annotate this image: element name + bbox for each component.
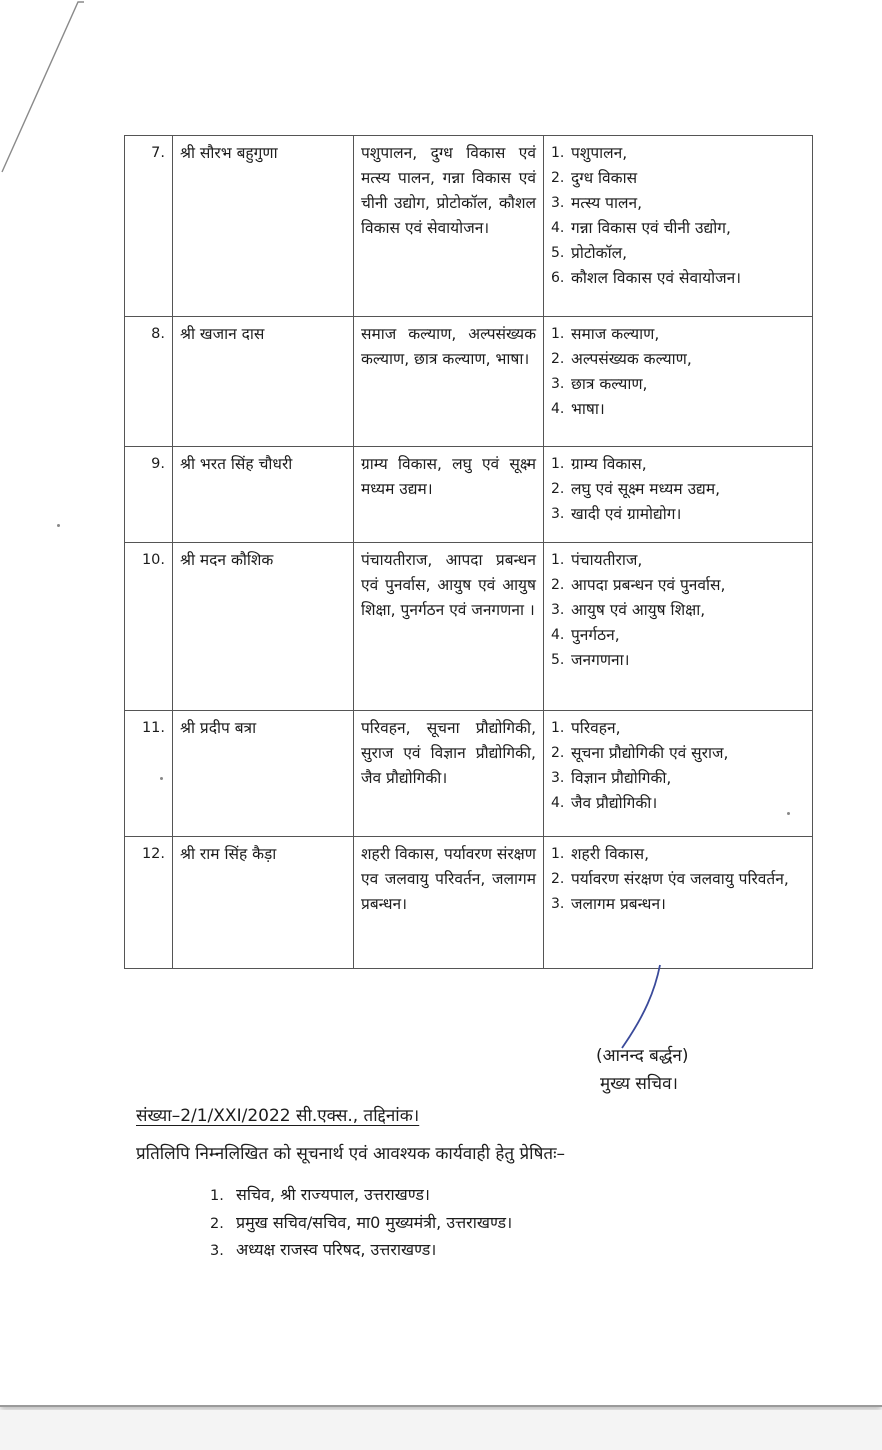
department-summary: परिवहन, सूचना प्रौद्योगिकी, सुराज एवं विज्ञान प्रौद्योगिकी, जैव प्रौद्योगिकी। [354,711,544,837]
department-item-number: 2. [551,481,565,497]
department-list [551,141,805,291]
department-item [551,623,805,648]
department-item [551,241,805,266]
department-item-text: समाज कल्याण, [571,325,660,343]
department-item-text: दुग्ध विकास [571,169,638,187]
department-list [551,322,805,422]
department-item-text: जनगणना। [571,651,630,669]
row-number: 12. [125,837,173,969]
department-list [551,548,805,673]
minister-row [125,447,813,543]
row-number: 10. [125,543,173,711]
department-item [551,867,805,892]
department-item-text: खादी एवं ग्रामोद्योग। [571,505,682,523]
minister-name: श्री मदन कौशिक [173,543,354,711]
department-item-text: अल्पसंख्यक कल्याण, [571,350,692,368]
scan-speck [160,777,163,780]
department-item-text: आयुष एवं आयुष शिक्षा, [571,601,706,619]
department-item [551,716,805,741]
minister-name: श्री भरत सिंह चौधरी [173,447,354,543]
department-item-text: शहरी विकास, [571,845,650,863]
department-item-number: 3. [551,506,565,522]
department-item-text: विज्ञान प्रौद्योगिकी, [571,769,672,787]
department-summary: पशुपालन, दुग्ध विकास एवं मत्स्य पालन, गन्ना विकास एवं चीनी उद्योग, प्रोटोकॉल, कौशल विकास एवं सेवायोजन। [354,136,544,317]
department-item-number: 3. [551,602,565,618]
department-item-number: 1. [551,720,565,736]
department-item [551,397,805,422]
department-item-text: पशुपालन, [571,144,628,162]
department-item-number: 4. [551,401,565,417]
department-item-number: 1. [551,846,565,862]
department-list [551,716,805,816]
department-item-text: गन्ना विकास एवं चीनी उद्योग, [571,219,731,237]
department-item-text: परिवहन, [571,719,621,737]
row-number: 9. [125,447,173,543]
department-item-number: 4. [551,220,565,236]
department-item-number: 4. [551,795,565,811]
row-number: 8. [125,317,173,447]
department-item [551,598,805,623]
department-item [551,141,805,166]
signatory-name: (आनन्द बर्द्धन) [596,1046,689,1066]
department-item [551,452,805,477]
department-item-text: पंचायतीराज, [571,551,643,569]
recipient-list [210,1182,512,1265]
recipient-item: 1. सचिव, श्री राज्यपाल, उत्तराखण्ड। [210,1185,430,1204]
department-item [551,347,805,372]
department-item-text: आपदा प्रबन्धन एवं पुनर्वास, [571,576,726,594]
minister-row [125,837,813,969]
department-item-number: 3. [551,376,565,392]
department-item-number: 3. [551,896,565,912]
department-item [551,322,805,347]
department-item [551,266,805,291]
department-item-text: जैव प्रौद्योगिकी। [571,794,658,812]
minister-row [125,711,813,837]
department-item [551,842,805,867]
department-item-text: सूचना प्रौद्योगिकी एवं सुराज, [571,744,729,762]
department-list-cell [544,317,813,447]
department-item-number: 3. [551,770,565,786]
department-item-text: लघु एवं सूक्ष्म मध्यम उद्यम, [571,480,721,498]
department-item-number: 1. [551,326,565,342]
department-summary: शहरी विकास, पर्यावरण संरक्षण एव जलवायु परिवर्तन, जलागम प्रबन्धन। [354,837,544,969]
department-item [551,502,805,527]
department-item [551,166,805,191]
department-item [551,892,805,917]
minister-name: श्री खजान दास [173,317,354,447]
department-item-number: 2. [551,745,565,761]
copy-forward-text: प्रतिलिपि निम्नलिखित को सूचनार्थ एवं आवश्यक कार्यवाही हेतु प्रेषितः– [136,1144,566,1164]
department-item-number: 1. [551,145,565,161]
department-item-text: पुनर्गठन, [571,626,620,644]
department-summary: ग्राम्य विकास, लघु एवं सूक्ष्म मध्यम उद्यम। [354,447,544,543]
department-item-text: पर्यावरण संरक्षण एंव जलवायु परिवर्तन, [571,870,789,888]
minister-name: श्री प्रदीप बत्रा [173,711,354,837]
reference-number: संख्या–2/1/XXI/2022 सी.एक्स., तद्दिनांक। [136,1106,420,1126]
department-item-text: भाषा। [571,400,605,418]
signatory-designation: मुख्य सचिव। [600,1074,678,1094]
department-item-text: मत्स्य पालन, [571,194,643,212]
minister-portfolio-table [124,135,813,969]
department-item-text: जलागम प्रबन्धन। [571,895,666,913]
department-item-number: 2. [551,871,565,887]
department-list [551,452,805,527]
department-item-number: 2. [551,351,565,367]
department-item [551,766,805,791]
department-summary: पंचायतीराज, आपदा प्रबन्धन एवं पुनर्वास, आयुष एवं आयुष शिक्षा, पुनर्गठन एवं जनगणना । [354,543,544,711]
department-item-number: 1. [551,552,565,568]
department-item [551,548,805,573]
department-item-text: कौशल विकास एवं सेवायोजन। [571,269,742,287]
department-item [551,741,805,766]
department-item [551,573,805,598]
minister-name: श्री सौरभ बहुगुणा [173,136,354,317]
department-list-cell [544,711,813,837]
department-item [551,372,805,397]
department-list [551,842,805,917]
department-list-cell [544,543,813,711]
department-item-number: 4. [551,627,565,643]
minister-row [125,543,813,711]
minister-row [125,136,813,317]
department-item [551,791,805,816]
department-list-cell [544,447,813,543]
viewer-bottom-strip [0,1410,882,1450]
department-summary: समाज कल्याण, अल्पसंख्यक कल्याण, छात्र कल्याण, भाषा। [354,317,544,447]
row-number: 7. [125,136,173,317]
minister-name: श्री राम सिंह कैड़ा [173,837,354,969]
scan-speck [787,812,790,815]
minister-row [125,317,813,447]
department-item [551,648,805,673]
department-item-number: 2. [551,577,565,593]
department-item [551,477,805,502]
department-list-cell [544,136,813,317]
department-item [551,191,805,216]
department-item-number: 5. [551,245,565,261]
department-item-number: 1. [551,456,565,472]
recipient-item: 3. अध्यक्ष राजस्व परिषद, उत्तराखण्ड। [210,1240,437,1259]
scan-speck [57,524,60,527]
department-item-text: ग्राम्य विकास, [571,455,647,473]
department-item-number: 6. [551,270,565,286]
page-corner-shadow-line [0,0,90,180]
recipient-item: 2. प्रमुख सचिव/सचिव, मा0 मुख्यमंत्री, उत्तराखण्ड। [210,1212,513,1232]
signature-stroke [600,960,670,1055]
department-item-text: प्रोटोकॉल, [571,244,628,262]
department-item-text: छात्र कल्याण, [571,375,648,393]
department-item-number: 3. [551,195,565,211]
department-item [551,216,805,241]
row-number: 11. [125,711,173,837]
department-item-number: 2. [551,170,565,186]
department-list-cell [544,837,813,969]
department-item-number: 5. [551,652,565,668]
